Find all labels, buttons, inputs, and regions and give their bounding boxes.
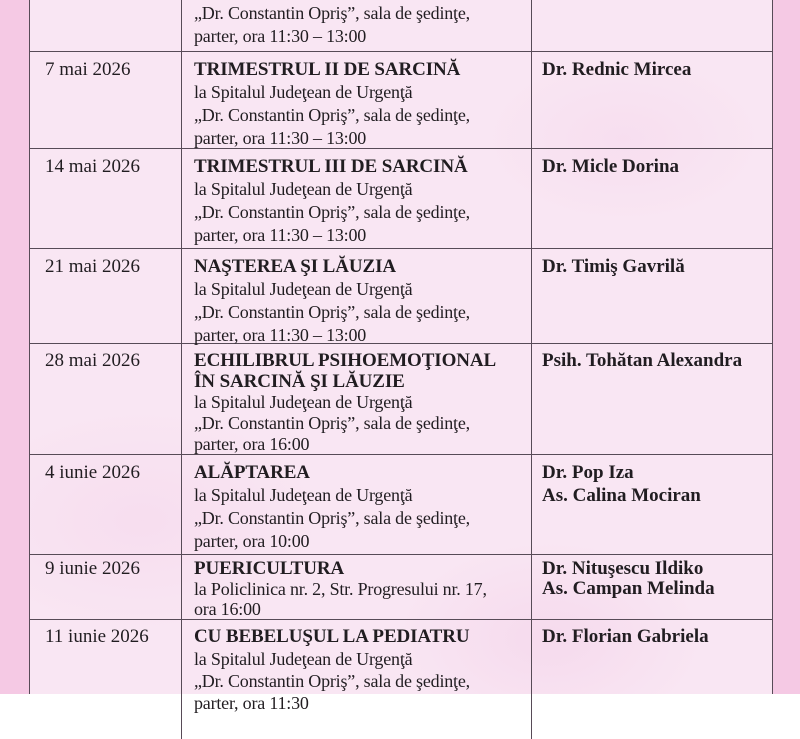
event-title-line: TRIMESTRUL III DE SARCINĂ	[194, 156, 468, 177]
presenter-name: Dr. Rednic Mircea	[542, 59, 692, 80]
date-cell	[30, 52, 182, 148]
event-detail-line: la Spitalul Judeţean de Urgenţă	[194, 179, 413, 199]
event-detail-line: „Dr. Constantin Opriş”, sala de şedinţe,	[194, 202, 470, 222]
event-detail-line: „Dr. Constantin Opriş”, sala de şedinţe,	[194, 413, 470, 433]
presenter-cell	[531, 249, 772, 343]
date-cell	[30, 344, 182, 454]
event-title-line: ECHILIBRUL PSIHOEMOŢIONAL	[194, 350, 497, 371]
table-row	[30, 248, 772, 343]
presenter-name: As. Calina Mociran	[542, 485, 701, 506]
event-title-line: PUERICULTURA	[194, 558, 345, 579]
presenter-cell	[531, 52, 772, 148]
event-detail-line: parter, ora 11:30 – 13:00	[194, 128, 367, 148]
event-detail-line: „Dr. Constantin Opriş”, sala de şedinţe,	[194, 302, 470, 322]
table-row	[30, 619, 772, 739]
event-detail-line: la Spitalul Judeţean de Urgenţă	[194, 279, 413, 299]
date-cell	[30, 455, 182, 554]
event-date: 4 iunie 2026	[45, 462, 140, 483]
presenter-name: Dr. Timiş Gavrilă	[542, 256, 685, 277]
presenter-name: Dr. Florian Gabriela	[542, 626, 709, 647]
event-detail-line: „Dr. Constantin Opriş”, sala de şedinţe,	[194, 105, 470, 125]
event-time-line: parter, ora 11:30 – 13:00	[194, 26, 367, 46]
table-row	[30, 51, 772, 148]
presenter-cell	[531, 344, 772, 454]
table-row	[30, 343, 772, 454]
presenter-name: Dr. Nituşescu Ildiko	[542, 558, 704, 579]
event-details-cell	[182, 344, 531, 454]
event-date: 28 mai 2026	[45, 350, 140, 371]
event-title-line: TRIMESTRUL II DE SARCINĂ	[194, 59, 461, 80]
event-date: 14 mai 2026	[45, 156, 140, 177]
event-title-line: NAŞTEREA ŞI LĂUZIA	[194, 256, 396, 277]
presenter-cell	[531, 455, 772, 554]
event-details-cell	[182, 555, 531, 619]
event-date: 9 iunie 2026	[45, 558, 140, 579]
event-date: 21 mai 2026	[45, 256, 140, 277]
event-detail-line: „Dr. Constantin Opriş”, sala de şedinţe,	[194, 508, 470, 528]
event-date: 7 mai 2026	[45, 59, 131, 80]
presenter-cell	[531, 149, 772, 248]
event-title-line: CU BEBELUŞUL LA PEDIATRU	[194, 626, 470, 647]
date-cell	[30, 620, 182, 739]
event-detail-line: la Spitalul Judeţean de Urgenţă	[194, 485, 413, 505]
event-detail-line: la Spitalul Judeţean de Urgenţă	[194, 649, 413, 669]
table-row	[30, 554, 772, 619]
event-details-cell	[182, 52, 531, 148]
event-title-line: ÎN SARCINĂ ŞI LĂUZIE	[194, 371, 405, 392]
date-cell	[30, 0, 182, 51]
event-detail-line: la Policlinica nr. 2, Str. Progresului nr. 17,	[194, 579, 487, 599]
event-date: 11 iunie 2026	[45, 626, 149, 647]
event-detail-line: parter, ora 11:30	[194, 693, 309, 713]
event-details-cell	[182, 249, 531, 343]
presenter-name: Dr. Pop Iza	[542, 462, 634, 483]
presenter-name: Dr. Micle Dorina	[542, 156, 680, 177]
event-location-line: „Dr. Constantin Opriş”, sala de şedinţe,	[194, 3, 470, 23]
table-row	[30, 454, 772, 554]
event-detail-line: la Spitalul Judeţean de Urgenţă	[194, 392, 413, 412]
event-title-line: ALĂPTAREA	[194, 462, 310, 483]
event-detail-line: parter, ora 11:30 – 13:00	[194, 325, 367, 345]
event-detail-line: parter, ora 16:00	[194, 434, 310, 454]
date-cell	[30, 249, 182, 343]
presenter-name: As. Campan Melinda	[542, 578, 715, 599]
presenter-cell	[531, 620, 772, 739]
event-details-cell	[182, 0, 531, 51]
event-detail-line: ora 16:00	[194, 599, 261, 619]
event-detail-line: la Spitalul Judeţean de Urgenţă	[194, 82, 413, 102]
presenter-cell	[531, 555, 772, 619]
table-row	[30, 148, 772, 248]
event-details-cell	[182, 620, 531, 739]
date-cell	[30, 555, 182, 619]
event-detail-line: parter, ora 11:30 – 13:00	[194, 225, 367, 245]
table-row-partial	[30, 0, 772, 51]
date-cell	[30, 149, 182, 248]
event-details-cell	[182, 455, 531, 554]
event-detail-line: „Dr. Constantin Opriş”, sala de şedinţe,	[194, 671, 470, 691]
presenter-cell	[531, 0, 772, 51]
presenter-name: Psih. Tohătan Alexandra	[542, 350, 743, 371]
event-detail-line: parter, ora 10:00	[194, 531, 310, 551]
schedule-table	[29, 0, 773, 713]
event-details-cell	[182, 149, 531, 248]
